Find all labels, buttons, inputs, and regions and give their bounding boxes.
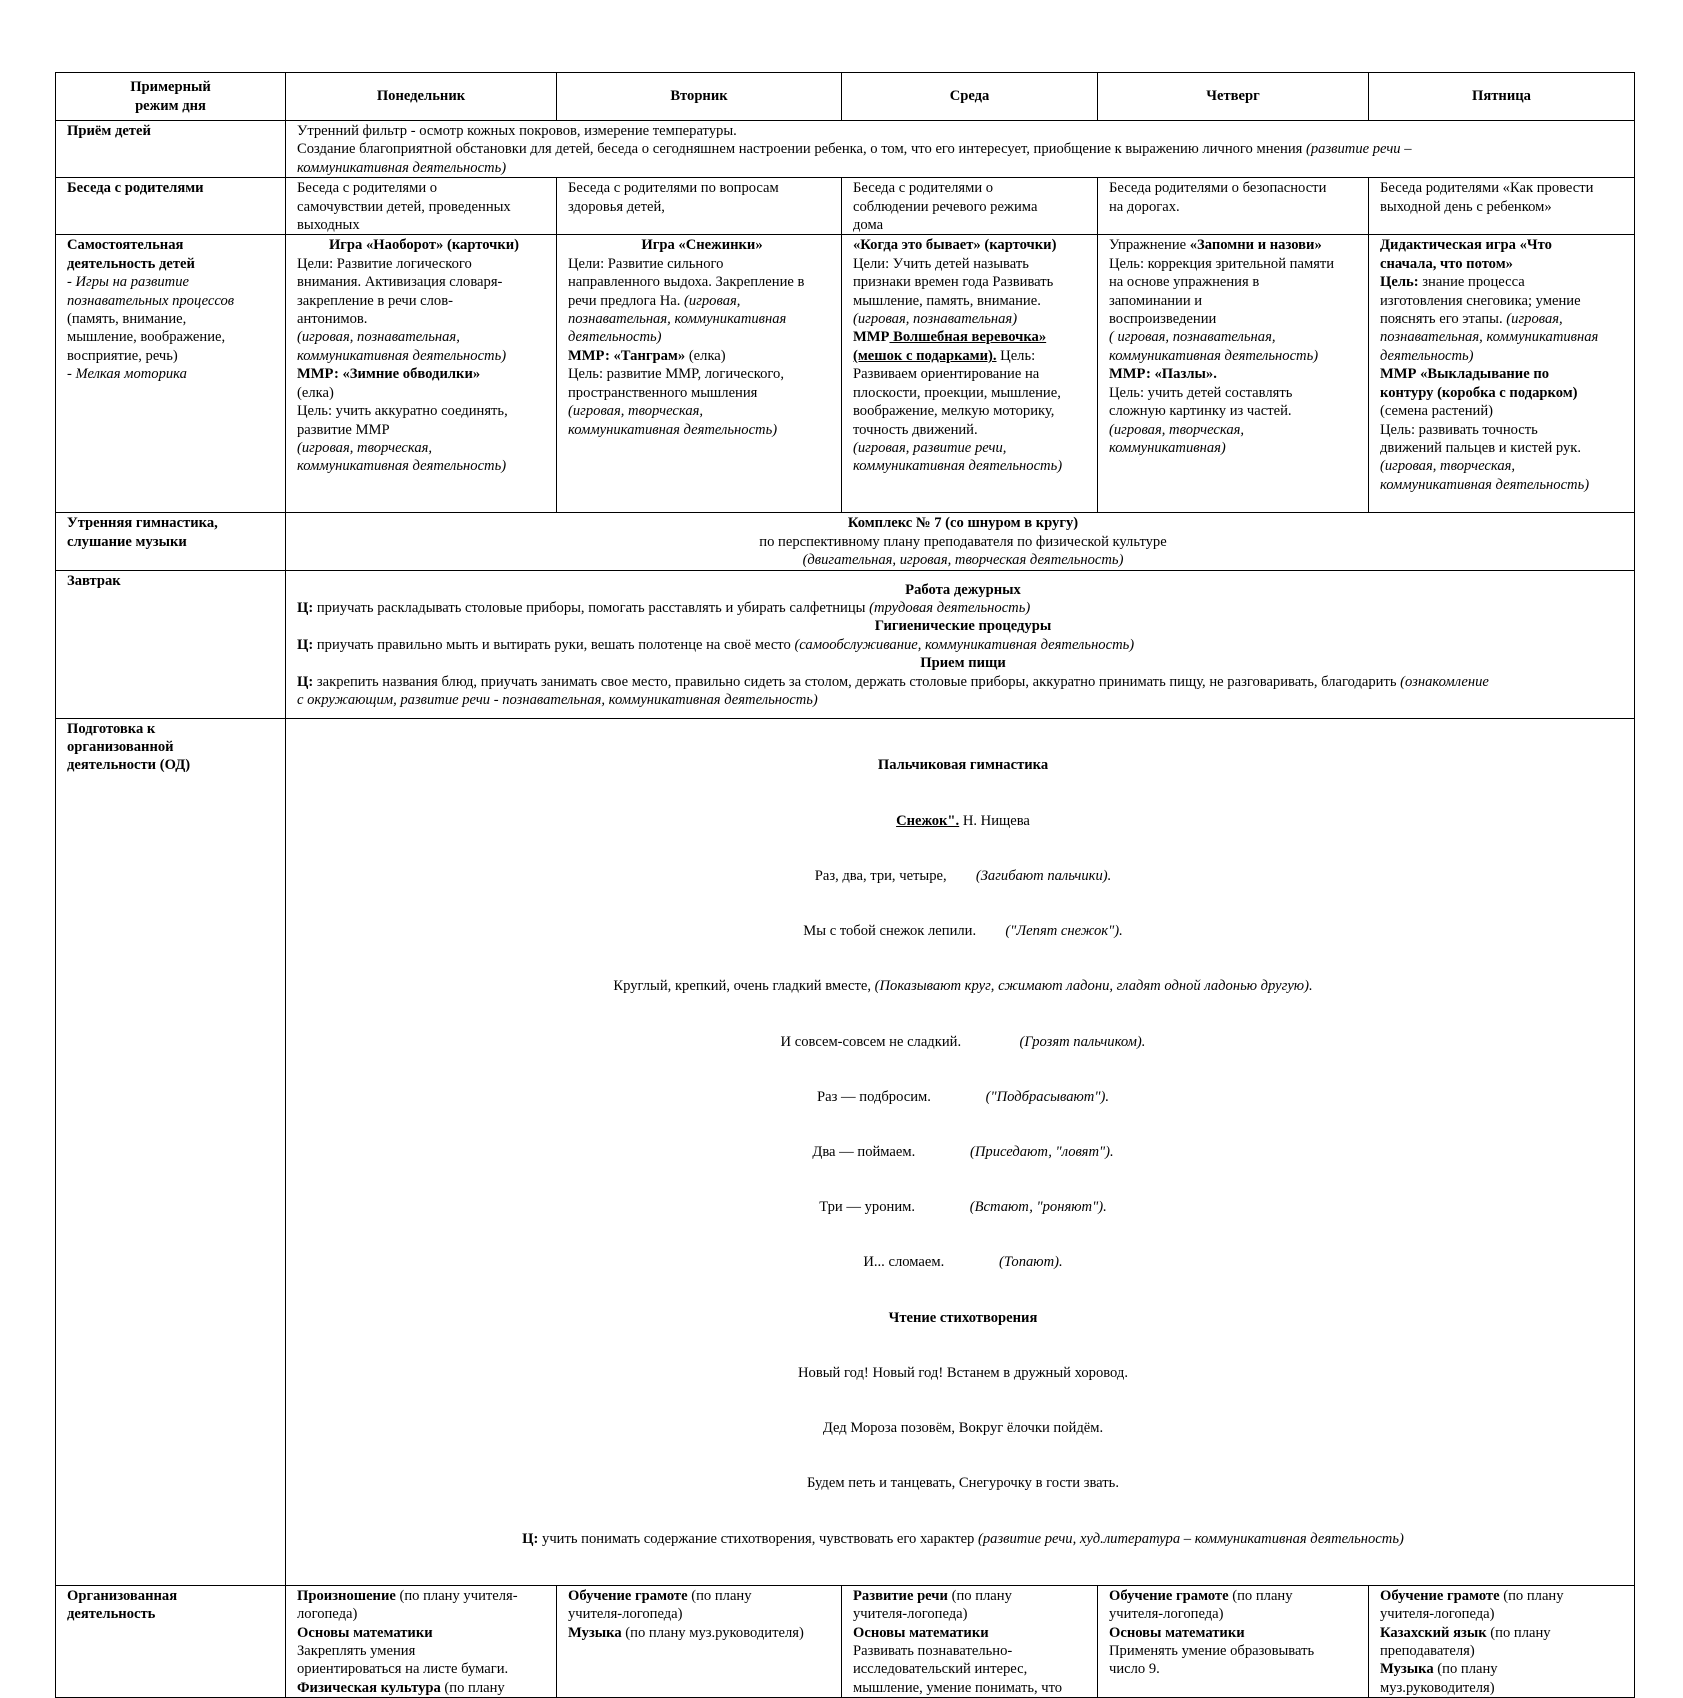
header-monday: Понедельник <box>286 73 557 121</box>
breakfast-i3b: с окружающим, развитие речи - познавательная, коммуникативная деятельность) <box>297 692 818 709</box>
poem-line-6-it: (Приседают, "ловят"). <box>970 1144 1114 1160</box>
mon-text2-2: Цель: учить аккуратно соединять, <box>297 403 508 420</box>
tue-text-1: Цели: Развитие сильного <box>568 255 724 272</box>
daily-plan-table <box>55 72 1635 1698</box>
reception-line2-italic: (развитие речи – <box>1306 141 1412 158</box>
gym-title-l2: слушание музыки <box>67 533 187 550</box>
parents-fri-l1: Беседа родителями «Как провести <box>1380 180 1594 197</box>
poem-line-1: Раз, два, три, четыре, <box>814 867 976 884</box>
parents-wed-l3: дома <box>853 217 884 234</box>
header-regime <box>56 73 286 121</box>
org-thu-t2-1: Применять умение образовывать <box>1109 1642 1315 1659</box>
header-friday: Пятница <box>1369 73 1635 121</box>
independent-title-it1: - Игры на развитие <box>67 274 189 291</box>
org-thu-b1: Обучение грамоте <box>1109 1587 1229 1604</box>
prep-title-l3: деятельности (ОД) <box>67 757 191 774</box>
fri-it-2: деятельность) <box>1380 347 1474 364</box>
parents-mon-l1: Беседа с родителями о <box>297 180 438 197</box>
fri-it-inline: (игровая, <box>1506 311 1563 328</box>
parents-wednesday <box>842 178 1098 235</box>
org-tue-b2: Музыка <box>568 1624 622 1641</box>
mon-mmp: ММР: «Зимние обводилки» <box>297 366 481 383</box>
poem-line-4-it: (Грозят пальчиком). <box>1019 1033 1146 1050</box>
breakfast-t1: приучать раскладывать столовые приборы, помогать расставлять и убирать салфетницы <box>313 600 870 617</box>
header-regime-line1: Примерный <box>130 79 211 96</box>
org-fri-r2b: преподавателя) <box>1380 1642 1475 1659</box>
breakfast-duty-heading: Работа дежурных <box>905 581 1021 598</box>
tue-it-1: познавательная, коммуникативная <box>568 311 787 328</box>
breakfast-c2: Ц: <box>297 636 314 653</box>
independent-title-p3: восприятие, речь) <box>67 347 178 364</box>
org-mon-r1: (по плану учителя- <box>395 1587 518 1604</box>
independent-friday <box>1369 235 1635 513</box>
mon-text-3: закрепление в речи слов- <box>297 292 453 309</box>
prep-title-l1: Подготовка к <box>67 720 156 737</box>
reception-line1: Утренний фильтр - осмотр кожных покровов, измерение температуры. <box>297 123 737 139</box>
poem-author: Н. Нищева <box>959 812 1030 829</box>
wed-mmp-b: Волшебная веревочка» <box>889 329 1047 346</box>
poem-line-8-it: (Топают). <box>998 1254 1063 1271</box>
fri-text-3: пояснять его этапы. <box>1380 311 1507 328</box>
org-tue-b1: Обучение грамоте <box>568 1587 688 1604</box>
org-wed-t2-2: исследовательский интерес, <box>853 1661 1028 1678</box>
organized-friday <box>1369 1585 1635 1697</box>
org-wed-b1: Развитие речи <box>853 1587 948 1604</box>
parents-mon-l3: выходных <box>297 217 360 234</box>
organized-tuesday <box>557 1585 842 1697</box>
thu-it2-2: коммуникативная) <box>1109 439 1226 456</box>
org-tue-r1: (по плану <box>687 1587 752 1604</box>
tue-it-inline: (игровая, <box>684 292 741 309</box>
breakfast-c1: Ц: <box>297 600 314 617</box>
poem-line-2-it: ("Лепят снежок"). <box>1005 923 1123 940</box>
fri-text-2: изготовления снеговика; умение <box>1380 292 1581 309</box>
org-tue-r2: (по плану муз.руководителя) <box>621 1624 804 1641</box>
tue-game-title: Игра «Снежинки» <box>641 237 763 254</box>
breakfast-i2: (самообслуживание, коммуникативная деятельность) <box>794 636 1135 653</box>
breakfast-t2: приучать правильно мыть и вытирать руки, вешать полотенце на своё место <box>313 636 795 653</box>
org-wed-t2-1: Развивать познавательно- <box>853 1642 1013 1659</box>
parents-title: Беседа с родителями <box>56 178 286 235</box>
org-fri-b2: Казахский язык <box>1380 1624 1487 1641</box>
parents-wed-l1: Беседа с родителями о <box>853 180 994 197</box>
header-row <box>56 73 1635 121</box>
org-fri-b1: Обучение грамоте <box>1380 1587 1500 1604</box>
tue-text2-2: пространственного мышления <box>568 384 758 401</box>
mon-text-1: Цели: Развитие логического <box>297 255 472 272</box>
org-wed-r1b: учителя-логопеда) <box>853 1606 968 1623</box>
org-tue-r1b: учителя-логопеда) <box>568 1606 683 1623</box>
tue-mmp: ММР: «Танграм» <box>568 347 686 364</box>
prep-title <box>56 718 286 1585</box>
prep-goal-it: (развитие речи, худ.литература – коммуникативная деятельность) <box>978 1530 1404 1547</box>
breakfast-t3: закрепить названия блюд, приучать занимать свое место, правильно сидеть за столом, держать столовые приборы, аккуратно принимать пищу, не разговаривать, благодарить <box>313 673 1401 690</box>
thu-text2-1: Цель: учить детей составлять <box>1109 384 1293 401</box>
mon-text2-1: (елка) <box>297 384 334 401</box>
reception-content <box>286 121 1635 178</box>
organized-title <box>56 1585 286 1697</box>
header-tuesday: Вторник <box>557 73 842 121</box>
poem-title: Снежок". <box>896 812 960 829</box>
wed-text-1: Цели: Учить детей называть <box>853 255 1029 272</box>
independent-wednesday <box>842 235 1098 513</box>
prep-goal: учить понимать содержание стихотворения, чувствовать его характер <box>538 1530 978 1547</box>
mon-text-2: внимания. Активизация словаря- <box>297 274 503 291</box>
wed-it2-2: коммуникативная деятельность) <box>853 458 1063 475</box>
fri-it2-1: (игровая, творческая, <box>1380 458 1516 475</box>
poem-line-3: Круглый, крепкий, очень гладкий вместе, <box>613 978 875 995</box>
mon-it2-2: коммуникативная деятельность) <box>297 458 507 475</box>
thu-it2-1: (игровая, творческая, <box>1109 421 1245 438</box>
poem-line-3-it: (Показывают круг, сжимают ладони, гладят одной ладонью другую). <box>874 978 1313 995</box>
header-thursday: Четверг <box>1098 73 1369 121</box>
gym-title <box>56 513 286 570</box>
parents-tuesday <box>557 178 842 235</box>
reception-row <box>56 121 1635 178</box>
wed-text-3: мышление, память, внимание. <box>853 292 1041 309</box>
wed-text2-2: плоскости, проекции, мышление, <box>853 384 1061 401</box>
fri-text2-3: движений пальцев и кистей рук. <box>1380 439 1582 456</box>
poem-line-1-it: (Загибают пальчики). <box>975 867 1112 884</box>
fri-game-2: сначала, что потом» <box>1380 255 1513 272</box>
finger-gym-heading: Пальчиковая гимнастика <box>877 757 1049 774</box>
parents-mon-l2: самочувствии детей, проведенных <box>297 198 511 215</box>
organized-thursday <box>1098 1585 1369 1697</box>
tue-it2-1: (игровая, творческая, <box>568 403 704 420</box>
tue-it2-2: коммуникативная деятельность) <box>568 421 778 438</box>
wed-text-2: признаки времен года Развивать <box>853 274 1054 291</box>
poem-line-2: Мы с тобой снежок лепили. <box>803 923 1006 940</box>
parents-friday <box>1369 178 1635 235</box>
poem-line-4: И совсем-совсем не сладкий. <box>780 1033 1020 1050</box>
reception-title: Приём детей <box>56 121 286 178</box>
mon-it-1: (игровая, познавательная, <box>297 329 460 346</box>
wed-mmp-a: ММР <box>853 329 890 346</box>
org-thu-r1b: учителя-логопеда) <box>1109 1606 1224 1623</box>
verse-line-1: Новый год! Новый год! Встанем в дружный хоровод. <box>798 1364 1128 1381</box>
parents-thu-l1: Беседа родителями о безопасности <box>1109 180 1327 197</box>
fri-text2-1: (семена растений) <box>1380 403 1494 420</box>
organized-monday <box>286 1585 557 1697</box>
fri-text-1: знание процесса <box>1418 274 1525 291</box>
independent-thursday <box>1098 235 1369 513</box>
breakfast-content <box>286 570 1635 718</box>
organized-row <box>56 1585 1635 1697</box>
wed-text2-1: Развиваем ориентирование на <box>853 366 1040 383</box>
tue-mmp-rest: (елка) <box>685 347 726 364</box>
mon-it-2: коммуникативная деятельность) <box>297 347 507 364</box>
reception-line3-italic: коммуникативная деятельность) <box>297 159 507 176</box>
tue-text-3: речи предлога На. <box>568 292 685 309</box>
prep-title-l2: организованной <box>67 739 174 756</box>
thu-game-title: «Запомни и назови» <box>1189 237 1322 254</box>
fri-it-1: познавательная, коммуникативная <box>1380 329 1599 346</box>
parents-tue-l2: здоровья детей, <box>568 198 665 215</box>
thu-text-4: воспроизведении <box>1109 311 1217 328</box>
thu-it-2: коммуникативная деятельность) <box>1109 347 1319 364</box>
prep-row <box>56 718 1635 1585</box>
org-mon-t2-1: Закреплять умения <box>297 1642 416 1659</box>
gym-line: по перспективному плану преподавателя по физической культуре <box>759 533 1167 550</box>
gym-row <box>56 513 1635 570</box>
reception-line2: Создание благоприятной обстановки для детей, беседа о сегодняшнем настроении ребенка, о том, что его интересует, приобщение к выражению личного мнения <box>297 141 1306 158</box>
org-fri-r3b: муз.руководителя) <box>1380 1679 1495 1696</box>
poem-line-7-it: (Встают, "роняют"). <box>969 1199 1107 1216</box>
poem-line-6: Два — поймаем. <box>812 1144 970 1160</box>
org-mon-r3: (по плану <box>440 1679 505 1696</box>
breakfast-c3: Ц: <box>297 673 314 690</box>
parents-fri-l2: выходной день с ребенком» <box>1380 198 1552 215</box>
poem-line-8: И... сломаем. <box>863 1254 999 1271</box>
org-wed-b2: Основы математики <box>853 1624 989 1641</box>
fri-it2-2: коммуникативная деятельность) <box>1380 476 1590 493</box>
mon-text-4: антонимов. <box>297 311 368 328</box>
org-thu-b2: Основы математики <box>1109 1624 1245 1641</box>
wed-it2-1: (игровая, развитие речи, <box>853 439 1007 456</box>
organized-title-l2: деятельность <box>67 1606 156 1623</box>
organized-title-l1: Организованная <box>67 1587 178 1604</box>
org-mon-b1: Произношение <box>297 1587 396 1604</box>
parents-tue-l1: Беседа с родителями по вопросам <box>568 180 779 197</box>
independent-monday <box>286 235 557 513</box>
prep-content <box>286 718 1635 1585</box>
org-mon-t2-2: ориентироваться на листе бумаги. <box>297 1661 509 1678</box>
independent-tuesday <box>557 235 842 513</box>
parents-thu-l2: на дорогах. <box>1109 198 1180 215</box>
thu-it-1: ( игровая, познавательная, <box>1109 329 1276 346</box>
org-wed-r1: (по плану <box>947 1587 1012 1604</box>
wed-mmp-rest: Цель: <box>996 347 1036 364</box>
org-mon-b2: Основы математики <box>297 1624 433 1641</box>
parents-row <box>56 178 1635 235</box>
independent-title-l2: деятельность детей <box>67 255 195 272</box>
org-thu-t2-2: число 9. <box>1109 1661 1160 1678</box>
breakfast-hygiene-heading: Гигиенические процедуры <box>874 618 1052 635</box>
org-wed-t2-3: мышление, умение понимать, что <box>853 1679 1063 1696</box>
breakfast-title: Завтрак <box>56 570 286 718</box>
thu-mmp: ММР: «Пазлы». <box>1109 366 1217 383</box>
org-mon-b3: Физическая культура <box>297 1679 441 1696</box>
fri-text2-2: Цель: развивать точность <box>1380 421 1538 438</box>
independent-title-l1: Самостоятельная <box>67 237 184 254</box>
mon-text2-3: развитие ММР <box>297 421 390 438</box>
fri-mmp-1: ММР «Выкладывание по <box>1380 366 1550 383</box>
independent-title <box>56 235 286 513</box>
thu-text2-2: сложную картинку из частей. <box>1109 403 1292 420</box>
prep-c: Ц: <box>522 1530 539 1547</box>
thu-pre: Упражнение <box>1109 237 1190 254</box>
breakfast-row <box>56 570 1635 718</box>
wed-mmp-c: (мешок с подарками). <box>853 347 997 364</box>
mon-it2-1: (игровая, творческая, <box>297 439 433 456</box>
poem-line-5-it: ("Подбрасывают"). <box>985 1088 1109 1105</box>
independent-title-p2: мышление, воображение, <box>67 329 226 346</box>
mon-game-title: Игра «Наоборот» (карточки) <box>328 237 520 254</box>
fri-mmp-2: контуру (коробка с подарком) <box>1380 384 1578 401</box>
gym-head: Комплекс № 7 (со шнуром в кругу) <box>847 515 1079 532</box>
org-fri-r3: (по плану <box>1433 1661 1498 1678</box>
parents-monday <box>286 178 557 235</box>
wed-it: (игровая, познавательная) <box>853 311 1018 328</box>
parents-thursday <box>1098 178 1369 235</box>
org-fri-r1: (по плану <box>1499 1587 1564 1604</box>
fri-goal: Цель: <box>1380 274 1419 291</box>
thu-text-2: на основе упражнения в <box>1109 274 1260 291</box>
wed-text2-4: точность движений. <box>853 421 978 438</box>
fri-game-1: Дидактическая игра «Что <box>1380 237 1552 254</box>
org-fri-r2: (по плану <box>1486 1624 1551 1641</box>
poem-line-5: Раз — подбросим. <box>817 1088 986 1105</box>
tue-text2-1: Цель: развитие ММР, логического, <box>568 366 784 383</box>
independent-title-it2: познавательных процессов <box>67 292 235 309</box>
wed-game-title: «Когда это бывает» (карточки) <box>853 237 1057 254</box>
poem-line-7: Три — уроним. <box>819 1199 970 1216</box>
organized-wednesday <box>842 1585 1098 1697</box>
tue-it-2: деятельность) <box>568 329 662 346</box>
wed-text2-3: воображение, мелкую моторику, <box>853 403 1055 420</box>
independent-row <box>56 235 1635 513</box>
org-mon-r1b: логопеда) <box>297 1606 358 1623</box>
gym-title-l1: Утренняя гимнастика, <box>67 515 218 532</box>
verse-line-3: Будем петь и танцевать, Снегурочку в гости звать. <box>807 1475 1119 1492</box>
breakfast-i3: (ознакомление <box>1400 673 1489 690</box>
reading-heading: Чтение стихотворения <box>888 1309 1038 1326</box>
parents-wed-l2: соблюдении речевого режима <box>853 198 1038 215</box>
gym-content <box>286 513 1635 570</box>
thu-text-1: Цель: коррекция зрительной памяти <box>1109 255 1335 272</box>
independent-title-it3: - Мелкая моторика <box>67 366 187 383</box>
org-thu-r1: (по плану <box>1228 1587 1293 1604</box>
breakfast-i1: (трудовая деятельность) <box>869 600 1031 617</box>
verse-line-2: Дед Мороза позовём, Вокруг ёлочки пойдём. <box>822 1420 1104 1437</box>
independent-title-p1: (память, внимание, <box>67 311 187 328</box>
header-wednesday: Среда <box>842 73 1098 121</box>
thu-text-3: запоминании и <box>1109 292 1203 309</box>
tue-text-2: направленного выдоха. Закрепление в <box>568 274 805 291</box>
gym-italic: (двигательная, игровая, творческая деятельность) <box>802 552 1124 569</box>
header-regime-line2: режим дня <box>135 97 206 114</box>
org-fri-r1b: учителя-логопеда) <box>1380 1606 1495 1623</box>
breakfast-meal-heading: Прием пищи <box>920 655 1006 672</box>
org-fri-b3: Музыка <box>1380 1661 1434 1678</box>
